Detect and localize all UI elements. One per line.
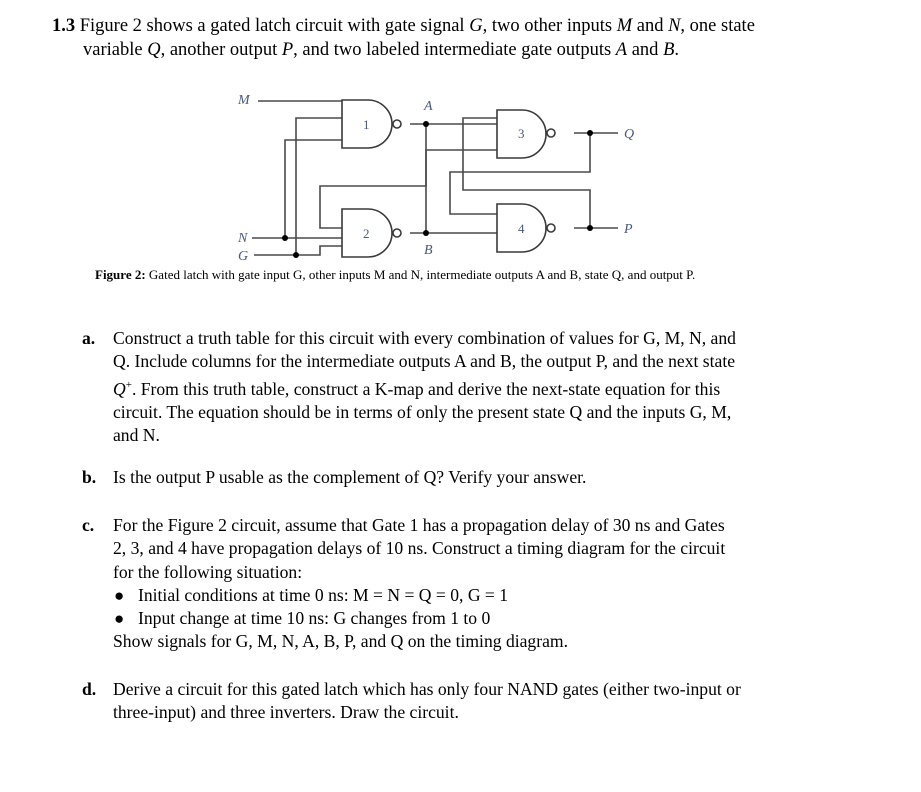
part-c-line-2: 2, 3, and 4 have propagation delays of 10 ns. Construct a timing diagram for the circuit (113, 538, 726, 559)
part-b-text: Is the output P usable as the complement of Q? Verify your answer. (113, 467, 587, 487)
part-a-line-5: and N. (113, 425, 160, 446)
junction-b (423, 230, 429, 236)
part-a-line-2: Q. Include columns for the intermediate outputs A and B, the output P, and the next state (113, 351, 736, 372)
part-a (82, 327, 842, 447)
part-a-line-3: Q+. From this truth table, construct a K-map and derive the next-state equation for this (113, 378, 721, 399)
problem-number: 1.3 (52, 16, 76, 36)
part-d-line-2: three-input) and three inverters. Draw the circuit. (113, 702, 459, 723)
wire-n-to-g1 (285, 140, 342, 238)
label-q: Q (624, 127, 635, 142)
part-d (82, 678, 842, 725)
part-a-line-4: circuit. The equation should be in terms of only the present state Q and the inputs G, M, (113, 401, 732, 422)
gate-2-number: 2 (363, 226, 370, 241)
var-n: N (668, 16, 681, 36)
part-b (82, 466, 842, 489)
gate-3-bubble (547, 129, 555, 137)
part-c (82, 514, 842, 654)
part-a-line-1: Construct a truth table for this circuit with every combination of values for G, M, N, and (113, 328, 736, 348)
intro-text-3: and (632, 16, 669, 36)
part-c-bullet-1: ● Initial conditions at time 0 ns: M = N = Q = 0, G = 1 (110, 584, 842, 607)
junction-a (423, 121, 429, 127)
part-c-bullet-list (82, 584, 842, 631)
part-c-bullet-2: ● Input change at time 10 ns: G changes from 1 to 0 (110, 607, 842, 630)
junction-g (293, 252, 299, 258)
part-c-label: c. (82, 515, 95, 535)
bullet-icon: ● (114, 585, 125, 605)
part-d-line-1: Derive a circuit for this gated latch which has only four NAND gates (either two-input or (113, 679, 741, 699)
intro-text-4: , one state (680, 16, 755, 36)
figure-caption: Figure 2: Gated latch with gate input G, other inputs M and N, intermediate outputs A and B, state Q, and output P. (95, 267, 696, 282)
gate-3-number: 3 (518, 126, 525, 141)
gate-1-bubble (393, 120, 401, 128)
part-d-label: d. (82, 679, 97, 699)
junction-n (282, 235, 288, 241)
junction-p (587, 225, 593, 231)
var-g: G (469, 16, 483, 36)
label-a: A (424, 99, 433, 114)
gate-2-bubble (393, 229, 401, 237)
latch-circuit-figure (0, 0, 921, 300)
part-c-line-4: Show signals for G, M, N, A, B, P, and Q on the timing diagram. (113, 631, 568, 652)
part-c-line-3: for the following situation: (113, 561, 303, 582)
gate-1-number: 1 (363, 117, 370, 132)
intro-line-2: variable Q, another output P, and two labeled intermediate gate outputs A and B. (83, 40, 679, 60)
part-b-label: b. (82, 467, 97, 487)
label-p: P (624, 222, 633, 237)
junction-q (587, 130, 593, 136)
gate-4-bubble (547, 224, 555, 232)
var-m: M (616, 16, 633, 36)
label-n: N (238, 231, 248, 246)
part-c-line-1: For the Figure 2 circuit, assume that Gate 1 has a propagation delay of 30 ns and Gates (113, 515, 725, 535)
wire-b-to-g3 (426, 150, 497, 233)
bullet-icon: ● (114, 609, 125, 629)
label-b: B (424, 243, 433, 258)
gate-4-number: 4 (518, 221, 525, 236)
part-a-label: a. (82, 328, 96, 348)
intro-text-2: , two other inputs (482, 16, 617, 36)
label-m: M (238, 93, 250, 108)
label-g: G (238, 249, 249, 264)
intro-text-1: Figure 2 shows a gated latch circuit with gate signal (75, 16, 470, 36)
